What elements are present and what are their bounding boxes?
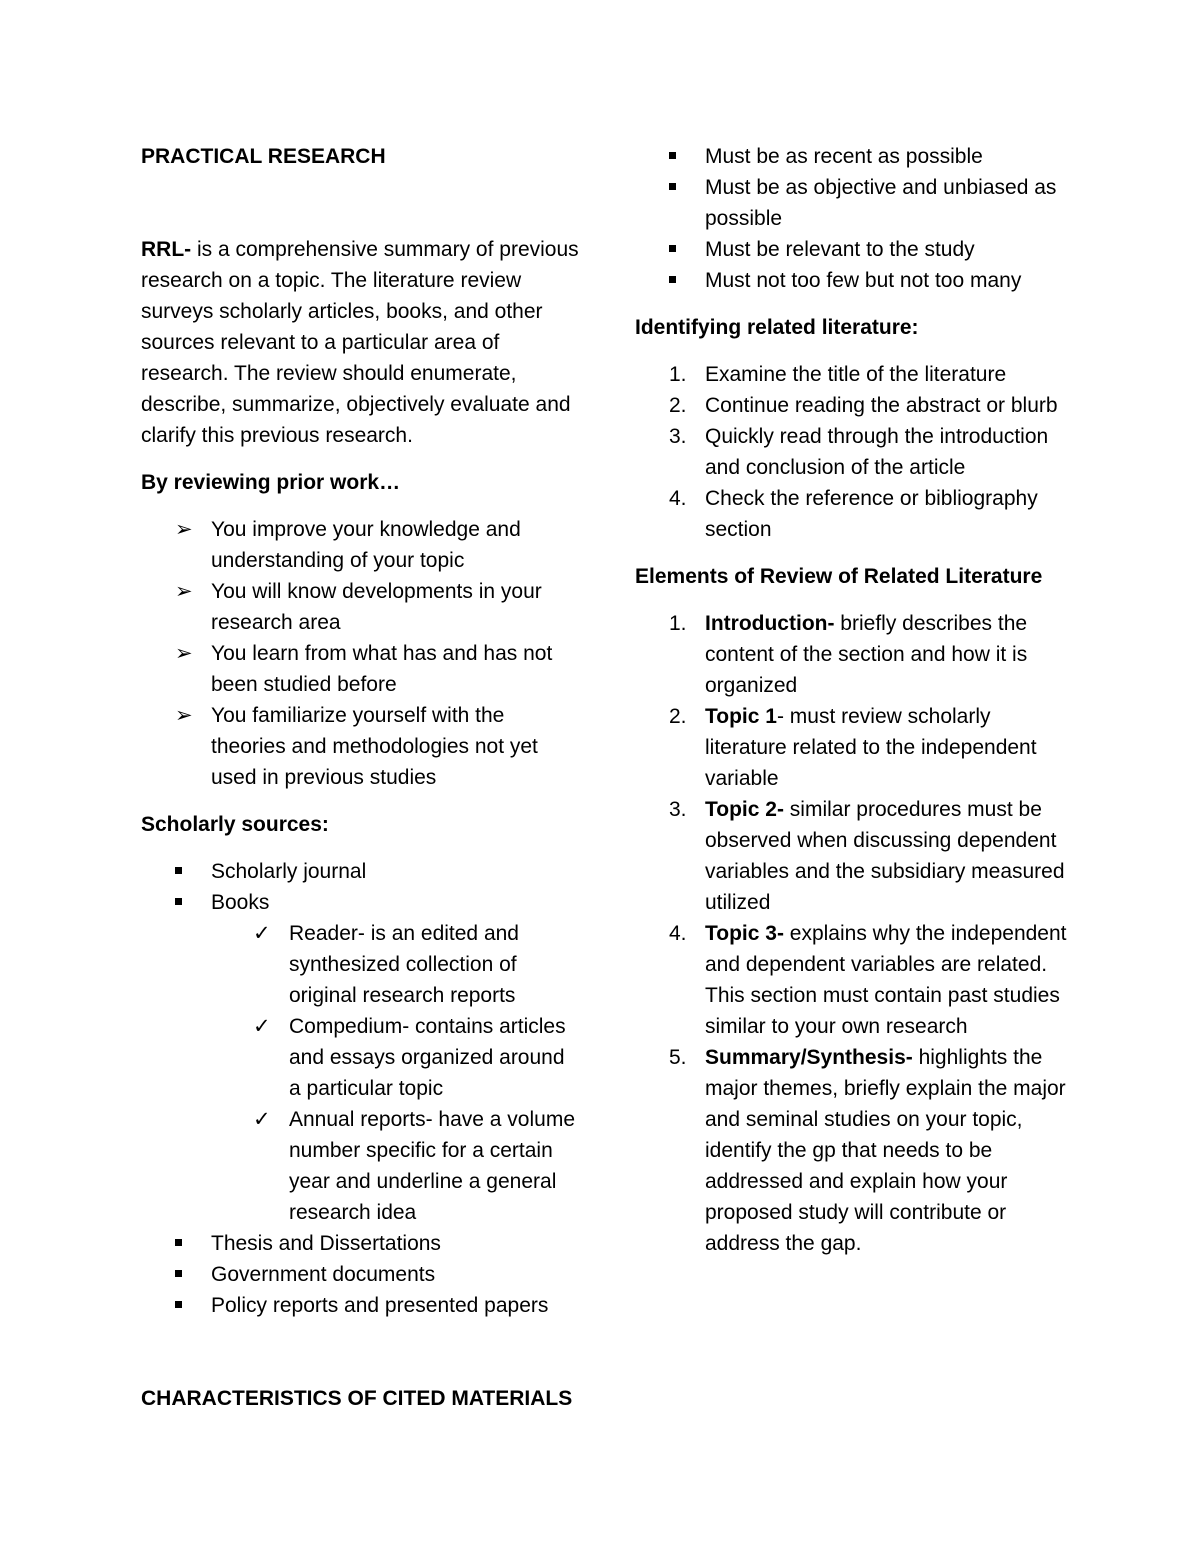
arrow-bullet-icon: ➢	[175, 580, 193, 603]
list-item: 4. Check the reference or bibliography section	[669, 487, 1038, 541]
reviewing-list	[141, 514, 581, 793]
sub-list-item: ✓ Reader- is an edited and synthesized collection of original research reports	[141, 918, 581, 1011]
page-heading: PRACTICAL RESEARCH	[141, 145, 386, 168]
sources-list	[141, 856, 581, 1321]
list-item: 2. Topic 1- must review scholarly literature related to the independent variable	[669, 705, 1037, 790]
square-bullet-icon	[669, 234, 699, 265]
checkmark-icon: ✓	[253, 1015, 271, 1038]
list-item: Thesis and Dissertations	[141, 1228, 581, 1259]
square-bullet-icon	[175, 1290, 205, 1321]
list-item: Books	[141, 887, 581, 918]
square-bullet-icon	[175, 856, 205, 887]
sub-list-item: ✓ Compedium- contains articles and essays organized around a particular topic	[141, 1011, 581, 1104]
list-item: 4. Topic 3- explains why the independent and dependent variables are related. This section must contain past studies similar to your own research	[669, 922, 1067, 1038]
list-item: 5. Summary/Synthesis- highlights the major themes, briefly explain the major and seminal studies on your topic, identify the gp that needs to be addressed and explain how your proposed study will contribute or address the gap.	[669, 1046, 1066, 1255]
list-item: ➢ You learn from what has and has not been studied before	[141, 638, 581, 700]
list-item: Policy reports and presented papers	[141, 1290, 581, 1321]
rrl-term: RRL-	[141, 238, 192, 261]
right-column	[635, 141, 1075, 1259]
list-item: 1. Introduction- briefly describes the content of the section and how it is organized	[669, 612, 1028, 697]
rrl-text: is a comprehensive summary of previous research on a topic. The literature review surveys scholarly articles, books, and other sources relevant to a particular area of research. The review should enumerate, describe, summarize, objectively evaluate and clarify this previous research.	[141, 238, 579, 447]
list-item: Scholarly journal	[141, 856, 581, 887]
checkmark-icon: ✓	[253, 1108, 271, 1131]
list-item: Must be as recent as possible	[635, 141, 1075, 172]
list-item: 3. Quickly read through the introduction and conclusion of the article	[669, 425, 1049, 479]
reviewing-heading: By reviewing prior work…	[141, 471, 401, 494]
sources-heading: Scholarly sources:	[141, 813, 329, 836]
list-item: 3. Topic 2- similar procedures must be observed when discussing dependent variables and the subsidiary measured utilized	[669, 798, 1065, 914]
identifying-list	[635, 359, 1075, 545]
arrow-bullet-icon: ➢	[175, 704, 193, 727]
identifying-heading: Identifying related literature:	[635, 316, 919, 339]
list-item: Must not too few but not too many	[635, 265, 1075, 296]
list-item: Must be relevant to the study	[635, 234, 1075, 265]
arrow-bullet-icon: ➢	[175, 518, 193, 541]
left-column	[141, 141, 581, 1414]
square-bullet-icon	[175, 1259, 205, 1290]
characteristics-heading: CHARACTERISTICS OF CITED MATERIALS	[141, 1387, 573, 1410]
arrow-bullet-icon: ➢	[175, 642, 193, 665]
elements-list	[635, 608, 1075, 1259]
checkmark-icon: ✓	[253, 922, 271, 945]
square-bullet-icon	[669, 265, 699, 296]
square-bullet-icon	[669, 172, 699, 203]
square-bullet-icon	[669, 141, 699, 172]
sub-list-item: ✓ Annual reports- have a volume number specific for a certain year and underline a general research idea	[141, 1104, 581, 1228]
list-item: ➢ You improve your knowledge and understanding of your topic	[141, 514, 581, 576]
characteristics-list	[635, 141, 1075, 296]
square-bullet-icon	[175, 887, 205, 918]
list-item: 2. Continue reading the abstract or blurb	[669, 394, 1058, 417]
list-item: Must be as objective and unbiased as possible	[635, 172, 1075, 234]
rrl-paragraph	[141, 234, 581, 451]
list-item: ➢ You familiarize yourself with the theories and methodologies not yet used in previous studies	[141, 700, 581, 793]
list-item: Government documents	[141, 1259, 581, 1290]
list-item: ➢ You will know developments in your research area	[141, 576, 581, 638]
square-bullet-icon	[175, 1228, 205, 1259]
elements-heading: Elements of Review of Related Literature	[635, 565, 1043, 588]
list-item: 1. Examine the title of the literature	[669, 363, 1007, 386]
